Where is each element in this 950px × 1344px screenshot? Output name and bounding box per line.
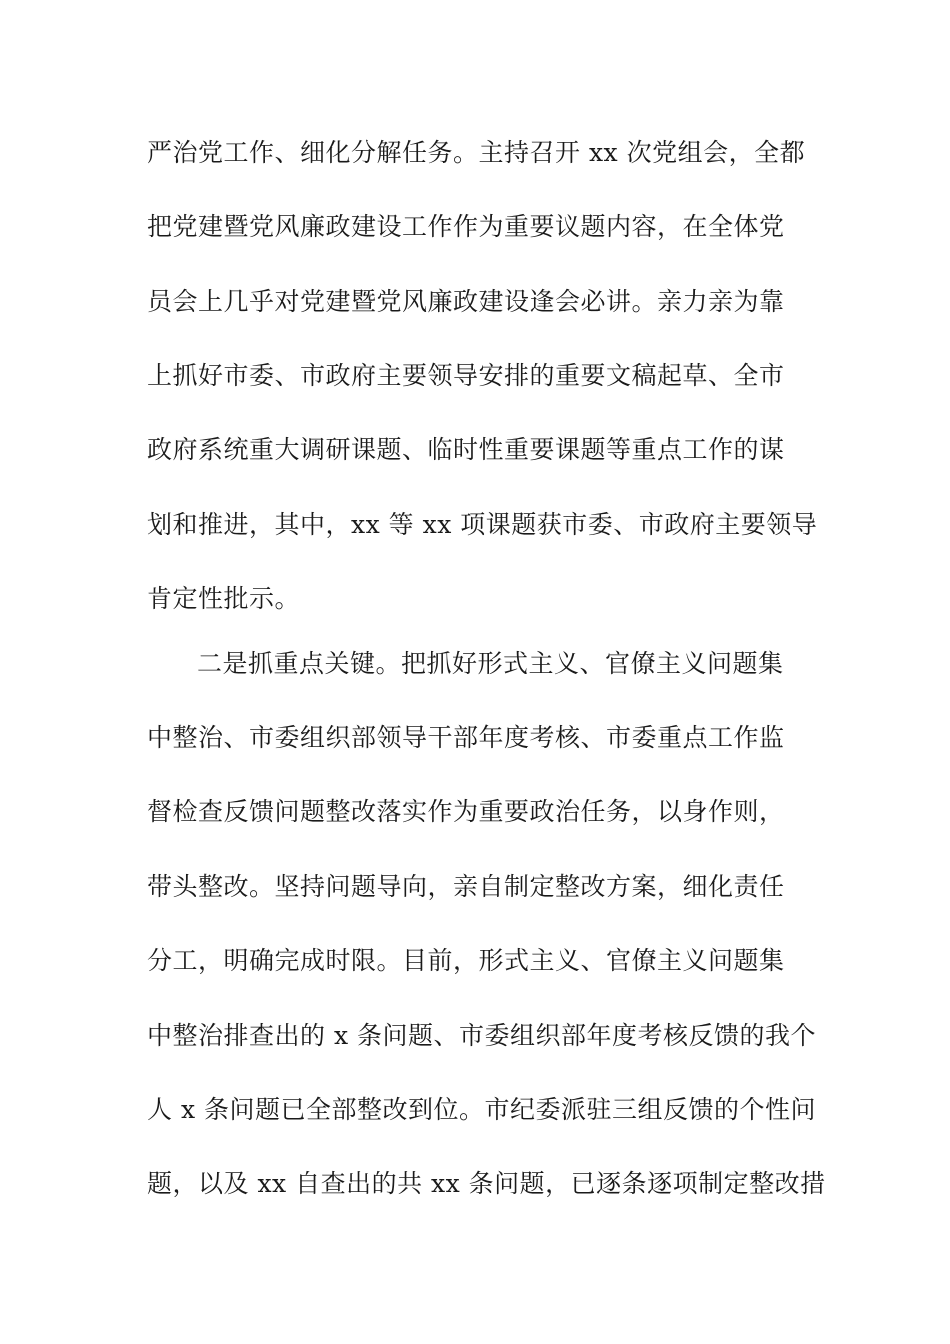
text-line-11: 带头整改。坚持问题导向，亲自制定整改方案，细化责任: [147, 872, 785, 901]
paragraph-2-first-line: 二是抓重点关键。把抓好形式主义、官僚主义问题集: [197, 649, 784, 678]
text-line-5: 政府系统重大调研课题、临时性重要课题等重点工作的谋: [147, 435, 785, 464]
text-line-4: 上抓好市委、市政府主要领导安排的重要文稿起草、全市: [147, 361, 785, 390]
text-line-3: 员会上几乎对党建暨党风廉政建设逢会必讲。亲力亲为靠: [147, 287, 785, 316]
text-line-14: 人 x 条问题已全部整改到位。市纪委派驻三组反馈的个性问: [147, 1095, 816, 1124]
text-line-6: 划和推进，其中，xx 等 xx 项课题获市委、市政府主要领导: [147, 510, 818, 539]
text-line-10: 督检查反馈问题整改落实作为重要政治任务，以身作则，: [147, 797, 785, 826]
text-line-7: 肯定性批示。: [147, 584, 301, 613]
text-line-12: 分工，明确完成时限。目前，形式主义、官僚主义问题集: [147, 946, 785, 975]
text-line-15: 题，以及 xx 自查出的共 xx 条问题，已逐条逐项制定整改措: [147, 1169, 826, 1198]
text-line-1: 严治党工作、细化分解任务。主持召开 xx 次党组会，全都: [147, 138, 806, 167]
text-line-13: 中整治排查出的 x 条问题、市委组织部年度考核反馈的我个: [147, 1021, 816, 1050]
text-line-9: 中整治、市委组织部领导干部年度考核、市委重点工作监: [147, 723, 785, 752]
text-line-2: 把党建暨党风廉政建设工作作为重要议题内容，在全体党: [147, 212, 785, 241]
